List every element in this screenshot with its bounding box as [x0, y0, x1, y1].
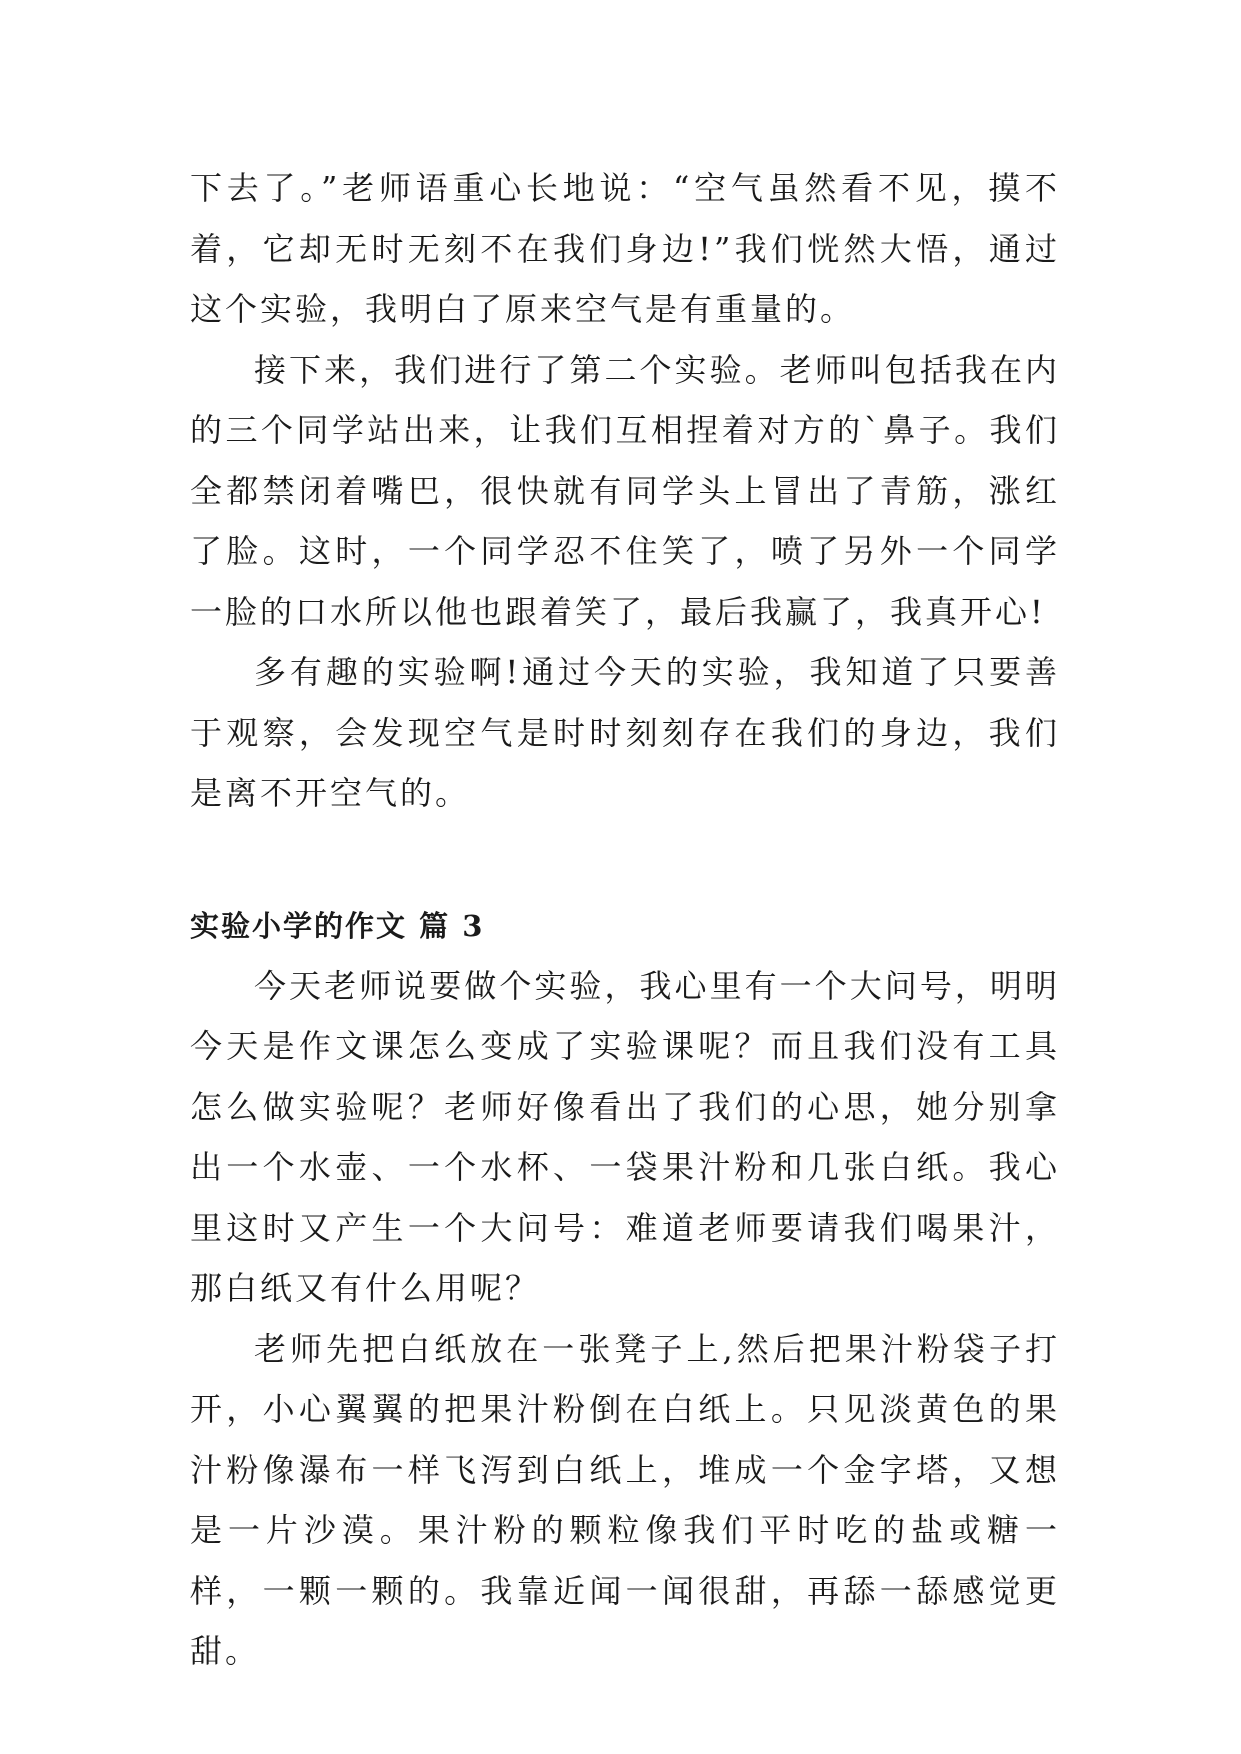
document-page	[190, 158, 1060, 1682]
paragraph-juice-powder: 老师先把白纸放在一张凳子上,然后把果汁粉袋子打开，小心翼翼的把果汁粉倒在白纸上。只见淡黄色的果汁粉像瀑布一样飞泻到白纸上，堆成一个金字塔，又想是一片沙漠。果汁粉的颗粒像我们平时吃的盐或糖一样，一颗一颗的。我靠近闻一闻很甜，再舔一舔感觉更甜。	[190, 1329, 1060, 1670]
paragraph-continuation: 下去了。”老师语重心长地说：“空气虽然看不见，摸不着，它却无时无刻不在我们身边!”我们恍然大悟，通过这个实验，我明白了原来空气是有重量的。	[190, 169, 1060, 328]
paragraph-intro: 今天老师说要做个实验，我心里有一个大问号，明明今天是作文课怎么变成了实验课呢？而且我们没有工具怎么做实验呢？老师好像看出了我们的心思，她分别拿出一个水壶、一个水杯、一袋果汁粉和几张白纸。我心里这时又产生一个大问号：难道老师要请我们喝果汁，那白纸又有什么用呢？	[190, 966, 1060, 1307]
section-title: 实验小学的作文 篇 3	[190, 908, 485, 943]
paragraph-conclusion: 多有趣的实验啊!通过今天的实验，我知道了只要善于观察，会发现空气是时时刻刻存在我们的身边，我们是离不开空气的。	[190, 653, 1060, 812]
paragraph-second-experiment: 接下来，我们进行了第二个实验。老师叫包括我在内的三个同学站出来，让我们互相捏着对方的`鼻子。我们全都禁闭着嘴巴，很快就有同学头上冒出了青筋，涨红了脸。这时，一个同学忍不住笑了，喷了另外一个同学一脸的口水所以他也跟着笑了，最后我赢了，我真开心!	[190, 350, 1060, 631]
